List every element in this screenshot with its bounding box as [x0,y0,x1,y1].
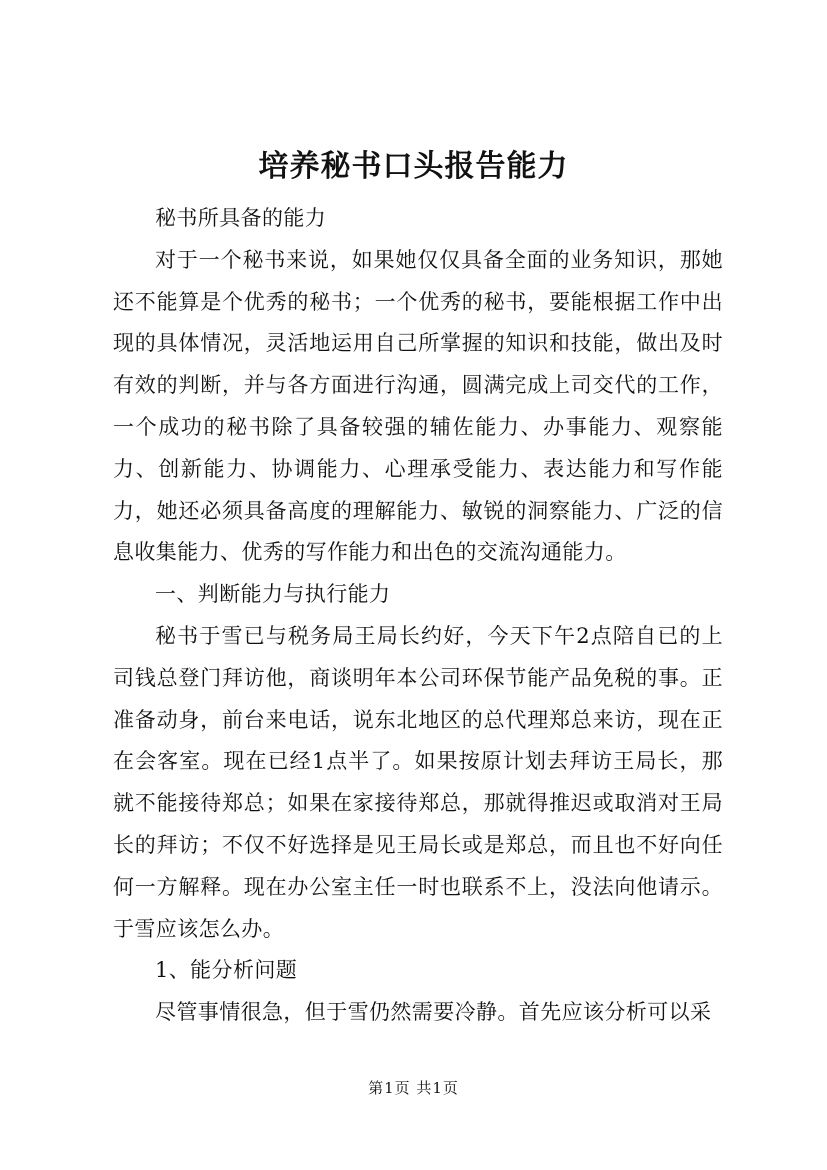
paragraph-case-scenario: 秘书于雪已与税务局王局长约好，今天下午2点陪自已的上司钱总登门拜访他，商谈明年本公司环保节能产品免税的事。正准备动身，前台来电话，说东北地区的总代理郑总来访，现在正在会客室。现在已经1点半了。如果按原计划去拜访王局长，那就不能接待郑总；如果在家接待郑总，那就得推迟或取消对王局长的拜访；不仅不好选择是见王局长或是郑总，而且也不好向任何一方解释。现在办公室主任一时也联系不上，没法向他请示。于雪应该怎么办。 [113,623,723,941]
paragraph-intro: 对于一个秘书来说，如果她仅仅具备全面的业务知识，那她还不能算是个优秀的秘书；一个优秀的秘书，要能根据工作中出现的具体情况，灵活地运用自己所掌握的知识和技能，做出及时有效的判断，并与各方面进行沟通，圆满完成上司交代的工作，一个成功的秘书除了具备较强的辅佐能力、办事能力、观察能力、创新能力、协调能力、心理承受能力、表达能力和写作能力，她还必须具备高度的理解能力、敏锐的洞察能力、广泛的信息收集能力、优秀的写作能力和出色的交流沟通能力。 [113,247,723,565]
document-body [113,198,723,1034]
paragraph-subheading-judgment: 一、判断能力与执行能力 [155,582,391,607]
paragraph-subheading-analysis: 1、能分析问题 [155,958,298,983]
document-title: 培养秘书口头报告能力 [258,149,569,184]
paragraph-analysis-text: 尽管事情很急，但于雪仍然需要冷静。首先应该分析可以采 [155,1000,712,1025]
paragraph-section-heading: 秘书所具备的能力 [155,206,327,230]
page-footer: 第1页 共1页 [368,1079,459,1097]
